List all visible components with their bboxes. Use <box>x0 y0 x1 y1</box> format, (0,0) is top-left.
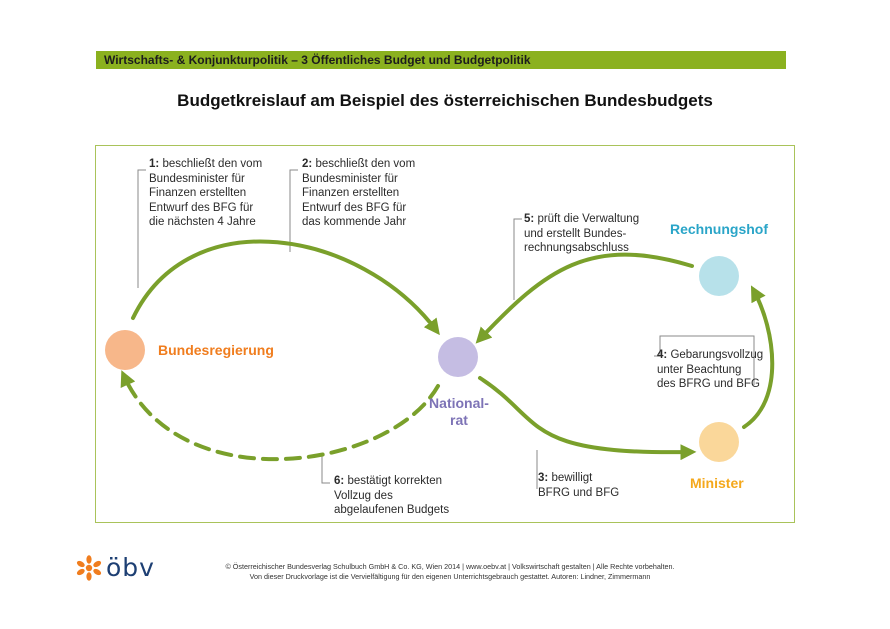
step-1-line-2: Bundesminister für <box>149 172 245 185</box>
step-4-line-1: Gebarungsvollzug <box>670 349 764 361</box>
step-3-number: 3: <box>538 472 549 484</box>
step-5-text <box>524 212 639 256</box>
step-5-line-3: rechnungsabschluss <box>524 242 629 254</box>
step-2-line-2: Bundesminister für <box>302 172 398 185</box>
step-4-text <box>657 348 763 392</box>
leader-line-step-1 <box>138 170 146 288</box>
step-6-number: 6: <box>334 475 345 487</box>
leader-line-step-5 <box>514 219 522 300</box>
step-5-line-1: prüft die Verwaltung <box>537 213 640 225</box>
step-6-line-2: Vollzug des <box>334 489 393 502</box>
step-2-line-4: Entwurf des BFG für <box>302 201 407 214</box>
header-title: Wirtschafts- & Konjunkturpolitik – 3 Öffentliches Budget und Budgetpolitik <box>104 53 531 67</box>
node-rechnungshof <box>699 256 739 296</box>
step-4-number: 4: <box>657 349 668 361</box>
step-3-line-2: BFRG und BFG <box>538 486 620 499</box>
arrow-nationalrat-to-bundesregierung-dashed <box>124 376 438 459</box>
logo-text: öbv <box>106 553 155 582</box>
step-3-line-1: bewilligt <box>551 472 593 484</box>
step-2-line-3: Finanzen erstellten <box>302 187 400 199</box>
leader-line-step-6 <box>322 456 330 483</box>
footer-line-1: © Österreichischer Bundesverlag Schulbuch GmbH & Co. KG, Wien 2014 | www.oebv.at | Volkswirtschaft gestalten | Alle Rechte vorbehalten. <box>225 562 675 571</box>
footer-copyright <box>180 562 720 582</box>
node-nationalrat <box>438 337 478 377</box>
arrow-bundesregierung-to-nationalrat <box>133 241 436 330</box>
step-1-line-5: die nächsten 4 Jahre <box>149 216 256 228</box>
step-4-line-3: des BFRG und BFG <box>657 378 760 390</box>
label-rechnungshof: Rechnungshof <box>670 221 768 237</box>
step-1-line-4: Entwurf des BFG für <box>149 201 254 214</box>
step-6-line-3: abgelaufenen Budgets <box>334 504 450 516</box>
step-3-text <box>538 471 619 500</box>
node-bundesregierung <box>105 330 145 370</box>
arrow-rechnungshof-to-nationalrat <box>480 255 692 339</box>
node-minister <box>699 422 739 462</box>
step-2-line-5: das kommende Jahr <box>302 216 407 228</box>
step-6-line-1: bestätigt korrekten <box>347 475 443 487</box>
step-1-text <box>149 157 262 230</box>
label-nationalrat-line-2: rat <box>450 412 468 428</box>
step-1-number: 1: <box>149 158 160 170</box>
step-4-line-2: unter Beachtung <box>657 363 742 376</box>
label-nationalrat <box>424 395 494 429</box>
step-2-text <box>302 157 415 230</box>
step-2-line-1: beschließt den vom <box>315 158 416 170</box>
step-6-text <box>334 474 449 518</box>
asterisk-logo-icon <box>76 555 102 581</box>
step-2-number: 2: <box>302 158 313 170</box>
page-title: Budgetkreislauf am Beispiel des österreichischen Bundesbudgets <box>177 91 713 110</box>
footer-line-2: Von dieser Druckvorlage ist die Vervielfältigung für den eigenen Unterrichtsgebrauch gestattet. Autoren: Lindner, Zimmermann <box>249 572 651 581</box>
label-minister: Minister <box>690 475 744 491</box>
step-5-line-2: und erstellt Bundes- <box>524 227 627 240</box>
leader-line-step-2 <box>290 170 298 252</box>
label-nationalrat-line-1: National- <box>429 395 489 411</box>
step-1-line-3: Finanzen erstellten <box>149 187 247 199</box>
step-1-line-1: beschließt den vom <box>162 158 263 170</box>
step-5-number: 5: <box>524 213 535 225</box>
label-bundesregierung: Bundesregierung <box>158 342 274 358</box>
